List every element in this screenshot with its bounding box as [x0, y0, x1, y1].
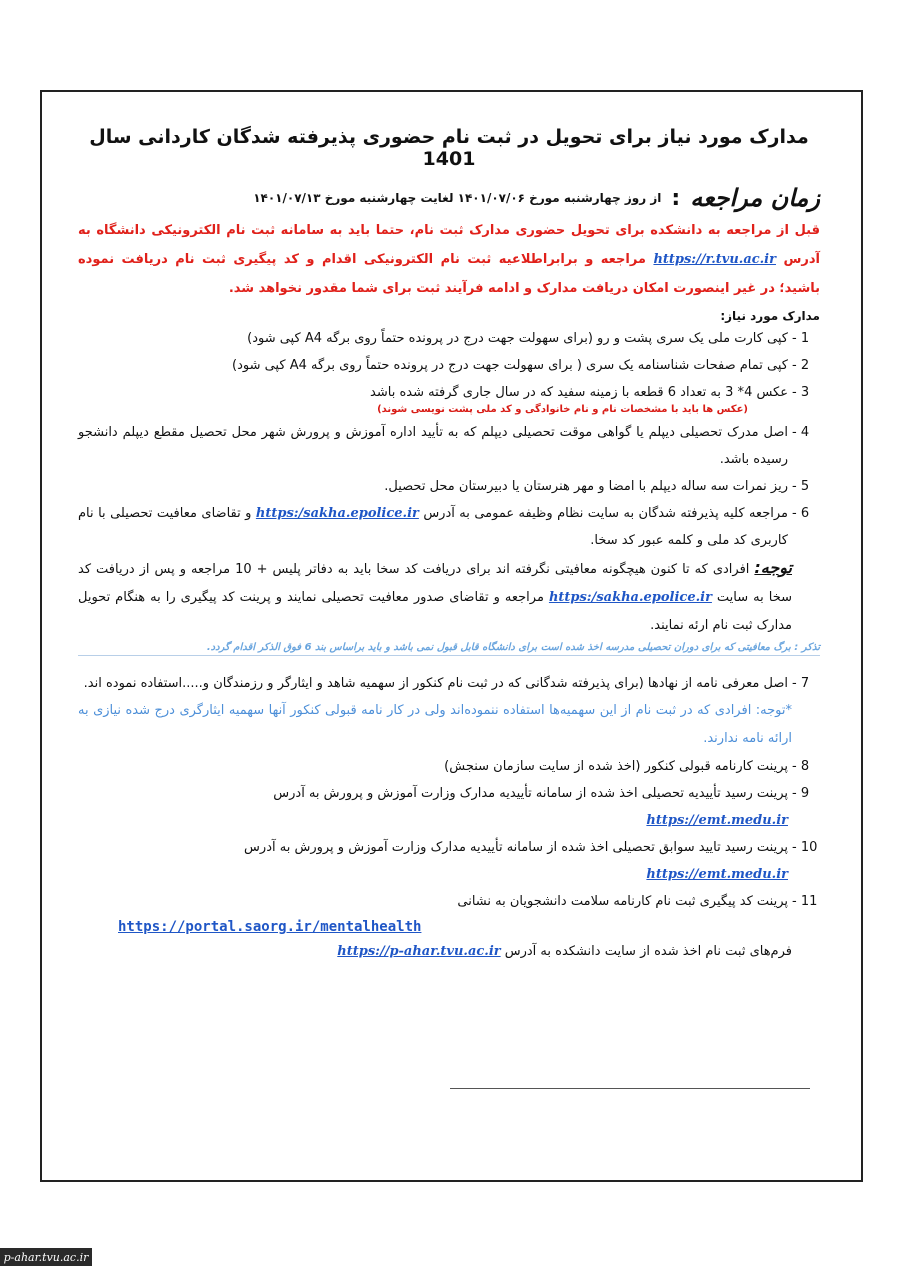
- emt-link[interactable]: https://emt.medu.ir: [646, 867, 788, 882]
- visit-time-dates: از روز چهارشنبه مورخ ۱۴۰۱/۰۷/۰۶ لغایت چهارشنبه مورخ ۱۴۰۱/۰۷/۱۳: [253, 191, 662, 205]
- item-text: [78, 780, 788, 834]
- emt-link[interactable]: https://emt.medu.ir: [646, 813, 788, 828]
- page-title: مدارک مورد نیاز برای تحویل در ثبت نام حضوری پذیرفته شدگان کاردانی سال 1401: [89, 126, 809, 170]
- item-text: [78, 500, 788, 554]
- visit-time-label: زمان مراجعه: [690, 184, 820, 212]
- item-text: ریز نمرات سه ساله دیپلم با امضا و مهر هنرستان یا دبیرستان محل تحصیل.: [384, 479, 788, 494]
- bottom-divider: [450, 1088, 810, 1089]
- item-number: 8 -: [792, 759, 810, 774]
- item-text: اصل مدرک تحصیلی دیپلم یا گواهی موقت تحصیلی دیپلم که به تأیید اداره آموزش و پرورش شهر محل تحصیل مقطع دیپلم دانشجو رسیده باشد.: [78, 425, 788, 467]
- list-item: [78, 352, 820, 379]
- forms-text: فرم‌های ثبت نام اخذ شده از سایت دانشکده به آدرس: [504, 944, 792, 959]
- item-number: 11 -: [792, 894, 818, 909]
- notice-text-1: افرادی که تا کنون هیچگونه معافیتی نگرفته اند برای دریافت کد سخا باید به دفاتر پلیس + 10 مراجعه و پس از دریافت کد سخا به سایت: [78, 562, 792, 605]
- item-number: 6 -: [792, 506, 810, 521]
- item-number: 2 -: [792, 358, 810, 373]
- forms-row: [78, 939, 820, 965]
- list-item: [78, 780, 820, 834]
- photo-note: (عکس ها باید با مشخصات نام و نام خانوادگی و کد ملی پشت نویسی شوند): [377, 404, 748, 415]
- notice-box: [78, 554, 820, 640]
- list-item: [78, 419, 820, 473]
- item-number: 10 -: [792, 840, 818, 855]
- sakha-link[interactable]: https:/sakha.epolice.ir: [255, 506, 419, 521]
- forms-link[interactable]: https://p-ahar.tvu.ac.ir: [337, 944, 501, 959]
- item-text-before: مراجعه کلیه پذیرفته شدگان به سایت نظام وظیفه عمومی به آدرس: [423, 506, 788, 521]
- item-text-body: پرینت رسید تایید سوابق تحصیلی اخذ شده از سامانه تأییدیه مدارک وزارت آموزش و پرورش به آدرس: [244, 840, 788, 855]
- list-item: [78, 670, 820, 697]
- warning-text-2: مراجعه و برابراطلاعیه ثبت نام الکترونیکی اقدام و کد پیگیری ثبت نام دریافت نموده باشید؛ در غیر اینصورت امکان دریافت مدارک و ادامه فرآیند ثبت برای شما مقدور نخواهد شد.: [78, 252, 820, 296]
- visit-time-colon: :: [671, 185, 681, 211]
- health-link-row: [78, 919, 820, 935]
- notice-sakha-link[interactable]: https:/sakha.epolice.ir: [548, 590, 712, 605]
- item-text-body: پرینت رسید تأییدیه تحصیلی اخذ شده از سامانه تأییدیه مدارک وزارت آموزش و پرورش به آدرس: [273, 786, 788, 801]
- item-text: عکس 4* 3 به تعداد 6 قطعه با زمینه سفید که در سال جاری گرفته شده باشد: [370, 385, 788, 400]
- item-text: پرینت کد پیگیری ثبت نام کارنامه سلامت دانشجویان به نشانی: [457, 894, 788, 909]
- list-item: [78, 888, 820, 915]
- required-docs-heading: مدارک مورد نیاز:: [720, 309, 820, 323]
- list-item: [78, 500, 820, 554]
- site-badge[interactable]: p-ahar.tvu.ac.ir: [0, 1248, 92, 1266]
- mental-health-link[interactable]: https://portal.saorg.ir/mentalhealth: [118, 919, 422, 935]
- warning-text-1: قبل از مراجعه به دانشکده برای تحویل حضوری مدارک ثبت نام، حتما باید به سامانه ثبت نام الکترونیکی دانشگاه به آدرس: [78, 223, 821, 267]
- item-text: [78, 834, 788, 888]
- item-number: 5 -: [792, 479, 810, 494]
- item-text: پرینت کارنامه قبولی کنکور (اخذ شده از سایت سازمان سنجش): [444, 759, 788, 774]
- visit-time: [78, 184, 820, 212]
- list-item: [78, 753, 820, 780]
- registration-link[interactable]: https://r.tvu.ac.ir: [653, 252, 776, 267]
- notice-text-2: مراجعه و تقاضای صدور معافیت تحصیلی نمایند و پرینت کد پیگیری را به هنگام تحویل مدارک ثبت نام ارئه نمایند.: [78, 590, 792, 633]
- quota-note: *توجه: افرادی که در ثبت نام از این سهمیه‌ها استفاده ننموده‌اند ولی در کار نامه قبولی کنکور آنها سهمیه ایثارگری درج شده نیازی به ارائه نامه ندارند.: [78, 703, 792, 746]
- item-text: کپی کارت ملی یک سری پشت و رو (برای سهولت جهت درج در پرونده حتماً روی برگه A4 کپی شود): [247, 331, 788, 346]
- item-number: 4 -: [792, 425, 810, 440]
- notice-label: توجه:: [754, 558, 792, 577]
- item-text: اصل معرفی نامه از نهادها (برای پذیرفته شدگانی که در ثبت نام کنکور از سهمیه شاهد و ایثارگر و رزمندگان و.....استفاده نموده اند.: [83, 676, 788, 691]
- list-item: [78, 379, 820, 406]
- reminder-note: تذکر : برگ معافیتی که برای دوران تحصیلی مدرسه اخذ شده است برای دانشگاه قابل قبول نمی باشد و باید براساس بند 6 فوق الذکر اقدام گردد.: [78, 642, 820, 656]
- item-number: 1 -: [792, 331, 810, 346]
- list-item: [78, 473, 820, 500]
- item-number: 3 -: [792, 385, 810, 400]
- item-number: 9 -: [792, 786, 810, 801]
- list-item: [78, 325, 820, 352]
- list-item: [78, 834, 820, 888]
- item-number: 7 -: [792, 676, 810, 691]
- item-text: کپی تمام صفحات شناسنامه یک سری ( برای سهولت جهت درج در پرونده حتماً روی برگه A4 کپی شود): [232, 358, 788, 373]
- item-text-after: و تقاضای معافیت تحصیلی با نام کاربری کد ملی و کلمه عبور کد سخا.: [78, 506, 788, 548]
- document-body: [78, 120, 820, 965]
- registration-warning: [78, 216, 820, 303]
